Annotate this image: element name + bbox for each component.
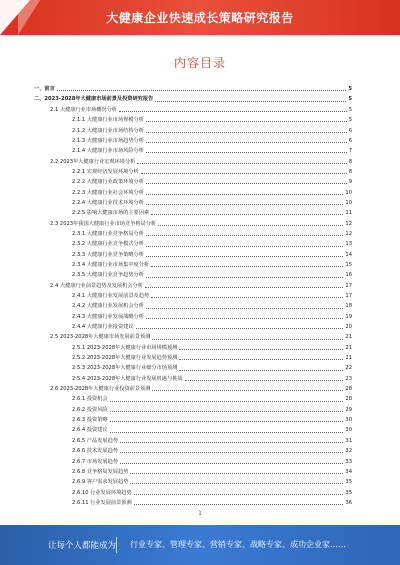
toc-entry-text: 2.6.2 投资风险 bbox=[72, 406, 108, 413]
toc-entry-text: 2.6.5 产品发展趋势 bbox=[72, 437, 118, 444]
toc-entry[interactable] bbox=[30, 196, 352, 206]
toc-entry[interactable] bbox=[30, 434, 352, 444]
toc-leader-dots bbox=[179, 359, 343, 360]
toc-leader-dots bbox=[110, 432, 344, 433]
toc-entry-page: 35 bbox=[345, 479, 352, 486]
toc-entry-text: 2.2.5 影响大健康市场的主要因素 bbox=[72, 210, 150, 217]
table-of-contents bbox=[30, 82, 352, 506]
toc-entry-text: 2.6 2023-2028年大健康行业投资前景预测 bbox=[50, 386, 151, 393]
toc-entry[interactable] bbox=[30, 237, 352, 247]
toc-leader-dots bbox=[145, 287, 343, 288]
toc-entry-page: 5 bbox=[348, 96, 352, 103]
toc-entry-page: 16 bbox=[345, 272, 352, 279]
toc-entry-text: 2.2 2023年大健康行业宏观环境分析 bbox=[50, 158, 136, 165]
toc-entry-page: 7 bbox=[348, 148, 352, 155]
toc-entry[interactable] bbox=[30, 258, 352, 268]
toc-entry-text: 2.5.4 2023-2028年大健康行业发展机遇与挑战 bbox=[72, 375, 183, 382]
toc-entry-text: 2.6.1 投资机会 bbox=[72, 396, 108, 403]
toc-leader-dots bbox=[152, 390, 343, 391]
toc-leader-dots bbox=[134, 504, 344, 505]
toc-entry[interactable] bbox=[30, 382, 352, 392]
toc-entry[interactable] bbox=[30, 154, 352, 164]
toc-entry[interactable] bbox=[30, 372, 352, 382]
toc-entry-page: 28 bbox=[345, 386, 352, 393]
toc-entry-page: 20 bbox=[345, 324, 352, 331]
toc-entry-text: 2.6.8 竞争格局发展趋势 bbox=[72, 468, 129, 475]
footer-slogan-right: 行业专家、管理专家、营销专家、战略专家、成功企业家…… bbox=[130, 540, 346, 549]
toc-entry[interactable] bbox=[30, 206, 352, 216]
toc-entry[interactable] bbox=[30, 289, 352, 299]
footer-banner bbox=[0, 525, 400, 565]
toc-entry-text: 2.6.6 技术发展趋势 bbox=[72, 448, 118, 455]
toc-leader-dots bbox=[151, 214, 343, 215]
toc-entry[interactable] bbox=[30, 279, 352, 289]
toc-leader-dots bbox=[185, 380, 344, 381]
toc-entry[interactable] bbox=[30, 123, 352, 133]
toc-entry-text: 2.3.4 大健康行业市场集中度分析 bbox=[72, 261, 150, 268]
toc-leader-dots bbox=[146, 235, 343, 236]
toc-leader-dots bbox=[110, 401, 344, 402]
toc-leader-dots bbox=[146, 152, 347, 153]
toc-entry[interactable] bbox=[30, 351, 352, 361]
toc-entry[interactable] bbox=[30, 475, 352, 485]
toc-entry-text: 二、2023-2028年大健康市场前景及投资研究报告 bbox=[34, 96, 154, 103]
toc-entry-text: 2.4.1 大健康行业发展前景及趋势 bbox=[72, 293, 150, 300]
toc-entry-page: 9 bbox=[348, 179, 352, 186]
toc-entry-text: 2.6.10 行业发展环境趋势 bbox=[72, 489, 132, 496]
toc-entry-page: 6 bbox=[348, 137, 352, 144]
toc-entry-page: 33 bbox=[345, 458, 352, 465]
toc-entry-page: 10 bbox=[345, 199, 352, 206]
footer-slogan-left: 让每个人都能成为 bbox=[48, 541, 117, 551]
toc-entry[interactable] bbox=[30, 341, 352, 351]
toc-leader-dots bbox=[151, 297, 343, 298]
toc-entry-page: 19 bbox=[345, 313, 352, 320]
toc-entry-page: 30 bbox=[345, 417, 352, 424]
toc-leader-dots bbox=[130, 483, 343, 484]
toc-entry-text: 2.1 大健康行业市场概况分析 bbox=[50, 106, 117, 113]
toc-leader-dots bbox=[146, 204, 343, 205]
toc-entry[interactable] bbox=[30, 299, 352, 309]
toc-entry-text: 2.2.1 宏观经济发展环境分析 bbox=[72, 168, 139, 175]
toc-entry[interactable] bbox=[30, 413, 352, 423]
toc-entry-page: 21 bbox=[345, 334, 352, 341]
toc-entry-page: 5 bbox=[348, 117, 352, 124]
report-title: 大健康企业快速成长策略研究报告 bbox=[106, 11, 294, 25]
report-header-banner bbox=[0, 0, 400, 35]
toc-entry-text: 2.5.2 2023-2028年大健康行业发展趋势预测 bbox=[72, 355, 178, 362]
toc-entry[interactable] bbox=[30, 185, 352, 195]
toc-entry-text: 2.1.1 大健康行业市场规模分析 bbox=[72, 117, 144, 124]
toc-entry[interactable] bbox=[30, 216, 352, 226]
toc-entry[interactable] bbox=[30, 268, 352, 278]
toc-leader-dots bbox=[110, 421, 344, 422]
toc-entry-text: 2.4.4 大健康行业投资建议 bbox=[72, 324, 134, 331]
toc-entry[interactable] bbox=[30, 113, 352, 123]
toc-leader-dots bbox=[151, 266, 343, 267]
toc-entry-text: 2.6.3 投资策略 bbox=[72, 417, 108, 424]
toc-entry-page: 14 bbox=[345, 251, 352, 258]
toc-leader-dots bbox=[120, 442, 343, 443]
toc-entry-text: 2.2.3 大健康行业社会环境分析 bbox=[72, 189, 144, 196]
toc-entry[interactable] bbox=[30, 82, 352, 92]
page-number: 1 bbox=[198, 510, 202, 517]
toc-entry-page: 10 bbox=[345, 189, 352, 196]
toc-entry-page: 21 bbox=[345, 344, 352, 351]
toc-entry-text: 2.1.2 大健康行业市场结构分析 bbox=[72, 127, 144, 134]
toc-entry[interactable] bbox=[30, 403, 352, 413]
toc-entry[interactable] bbox=[30, 165, 352, 175]
toc-leader-dots bbox=[146, 183, 347, 184]
toc-leader-dots bbox=[152, 339, 343, 340]
toc-leader-dots bbox=[120, 463, 343, 464]
toc-entry-text: 2.6.11 行业发展前景预测 bbox=[72, 499, 132, 506]
toc-heading: 内容目录 bbox=[173, 56, 226, 70]
toc-entry-text: 一、前言 bbox=[34, 86, 55, 93]
toc-entry-text: 2.5.3 2023-2028年大健康行业细分市场预测 bbox=[72, 365, 178, 372]
toc-entry-page: 12 bbox=[345, 230, 352, 237]
toc-entry-page: 23 bbox=[345, 375, 352, 382]
toc-entry-page: 12 bbox=[345, 220, 352, 227]
toc-entry[interactable] bbox=[30, 227, 352, 237]
toc-leader-dots bbox=[141, 173, 347, 174]
toc-entry-page: 17 bbox=[345, 282, 352, 289]
toc-leader-dots bbox=[57, 90, 347, 91]
toc-entry-text: 2.6.4 投资建议 bbox=[72, 427, 108, 434]
footer-divider bbox=[116, 537, 117, 553]
toc-leader-dots bbox=[146, 256, 343, 257]
toc-leader-dots bbox=[119, 111, 347, 112]
toc-entry-text: 2.2.2 大健康行业政策环境分析 bbox=[72, 179, 144, 186]
toc-entry-text: 2.4.2 大健康行业发展机会分析 bbox=[72, 303, 144, 310]
toc-entry-page: 21 bbox=[345, 355, 352, 362]
toc-entry-text: 2.5 2023-2028年大健康市场发展前景预测 bbox=[50, 334, 151, 341]
toc-entry-page: 13 bbox=[345, 241, 352, 248]
toc-entry-text: 2.3.2 大健康行业竞争模式分析 bbox=[72, 241, 144, 248]
toc-leader-dots bbox=[179, 370, 343, 371]
toc-entry-text: 2.3.1 大健康行业竞争格局分析 bbox=[72, 230, 144, 237]
toc-entry-text: 2.5.1 2023-2028年大健康行业市场规模预测 bbox=[72, 344, 178, 351]
toc-leader-dots bbox=[146, 318, 343, 319]
toc-entry-page: 31 bbox=[345, 437, 352, 444]
toc-leader-dots bbox=[136, 328, 344, 329]
toc-leader-dots bbox=[158, 225, 343, 226]
toc-entry-page: 32 bbox=[345, 448, 352, 455]
toc-entry[interactable] bbox=[30, 134, 352, 144]
toc-entry[interactable] bbox=[30, 320, 352, 330]
toc-entry-text: 2.1.3 大健康行业市场趋势分析 bbox=[72, 137, 144, 144]
toc-leader-dots bbox=[146, 277, 343, 278]
toc-entry[interactable] bbox=[30, 103, 352, 113]
toc-entry-text: 2.6.7 市场发展趋势 bbox=[72, 458, 118, 465]
toc-leader-dots bbox=[155, 101, 346, 102]
toc-entry-page: 29 bbox=[345, 406, 352, 413]
toc-entry[interactable] bbox=[30, 92, 352, 102]
toc-entry-page: 28 bbox=[345, 396, 352, 403]
toc-entry-page: 11 bbox=[345, 210, 352, 217]
toc-entry-page: 35 bbox=[345, 489, 352, 496]
toc-leader-dots bbox=[146, 121, 347, 122]
toc-leader-dots bbox=[146, 308, 343, 309]
toc-leader-dots bbox=[179, 349, 343, 350]
toc-entry[interactable] bbox=[30, 485, 352, 495]
toc-entry-text: 2.3 2023年我国大健康行业市场竞争格局分析 bbox=[50, 220, 157, 227]
toc-entry-text: 2.3.5 大健康行业竞争趋势分析 bbox=[72, 272, 144, 279]
toc-leader-dots bbox=[120, 452, 343, 453]
toc-entry-page: 6 bbox=[348, 127, 352, 134]
toc-leader-dots bbox=[146, 142, 347, 143]
toc-entry-page: 18 bbox=[345, 303, 352, 310]
toc-entry[interactable] bbox=[30, 444, 352, 454]
toc-leader-dots bbox=[146, 246, 343, 247]
toc-entry-page: 8 bbox=[348, 168, 352, 175]
toc-entry[interactable] bbox=[30, 175, 352, 185]
toc-entry[interactable] bbox=[30, 361, 352, 371]
toc-leader-dots bbox=[130, 473, 343, 474]
toc-entry[interactable] bbox=[30, 392, 352, 402]
toc-entry-text: 2.4 大健康行业前景趋势及发展机会分析 bbox=[50, 282, 143, 289]
toc-entry-text: 2.1.4 大健康行业市场风险分析 bbox=[72, 148, 144, 155]
toc-entry[interactable] bbox=[30, 465, 352, 475]
toc-entry-text: 2.3.3 大健康行业竞争策略分析 bbox=[72, 251, 144, 258]
toc-leader-dots bbox=[137, 163, 346, 164]
toc-leader-dots bbox=[110, 411, 344, 412]
toc-entry[interactable] bbox=[30, 330, 352, 340]
toc-entry-text: 2.2.4 大健康行业技术环境分析 bbox=[72, 199, 144, 206]
toc-entry[interactable] bbox=[30, 248, 352, 258]
toc-entry-page: 5 bbox=[348, 106, 352, 113]
toc-entry[interactable] bbox=[30, 496, 352, 506]
toc-entry[interactable] bbox=[30, 454, 352, 464]
toc-entry-page: 22 bbox=[345, 365, 352, 372]
toc-entry[interactable] bbox=[30, 144, 352, 154]
toc-leader-dots bbox=[146, 194, 343, 195]
toc-entry-page: 17 bbox=[345, 293, 352, 300]
toc-entry-text: 2.6.9 客户需求发展趋势 bbox=[72, 479, 129, 486]
toc-entry-page: 8 bbox=[348, 158, 352, 165]
toc-entry-page: 15 bbox=[345, 261, 352, 268]
toc-entry-text: 2.4.3 大健康行业发展战略分析 bbox=[72, 313, 144, 320]
toc-entry-page: 5 bbox=[348, 86, 352, 93]
toc-entry-page: 30 bbox=[345, 427, 352, 434]
toc-entry[interactable] bbox=[30, 310, 352, 320]
toc-leader-dots bbox=[146, 132, 347, 133]
toc-entry[interactable] bbox=[30, 423, 352, 433]
toc-entry-page: 36 bbox=[345, 499, 352, 506]
toc-entry-page: 34 bbox=[345, 468, 352, 475]
toc-leader-dots bbox=[134, 494, 344, 495]
